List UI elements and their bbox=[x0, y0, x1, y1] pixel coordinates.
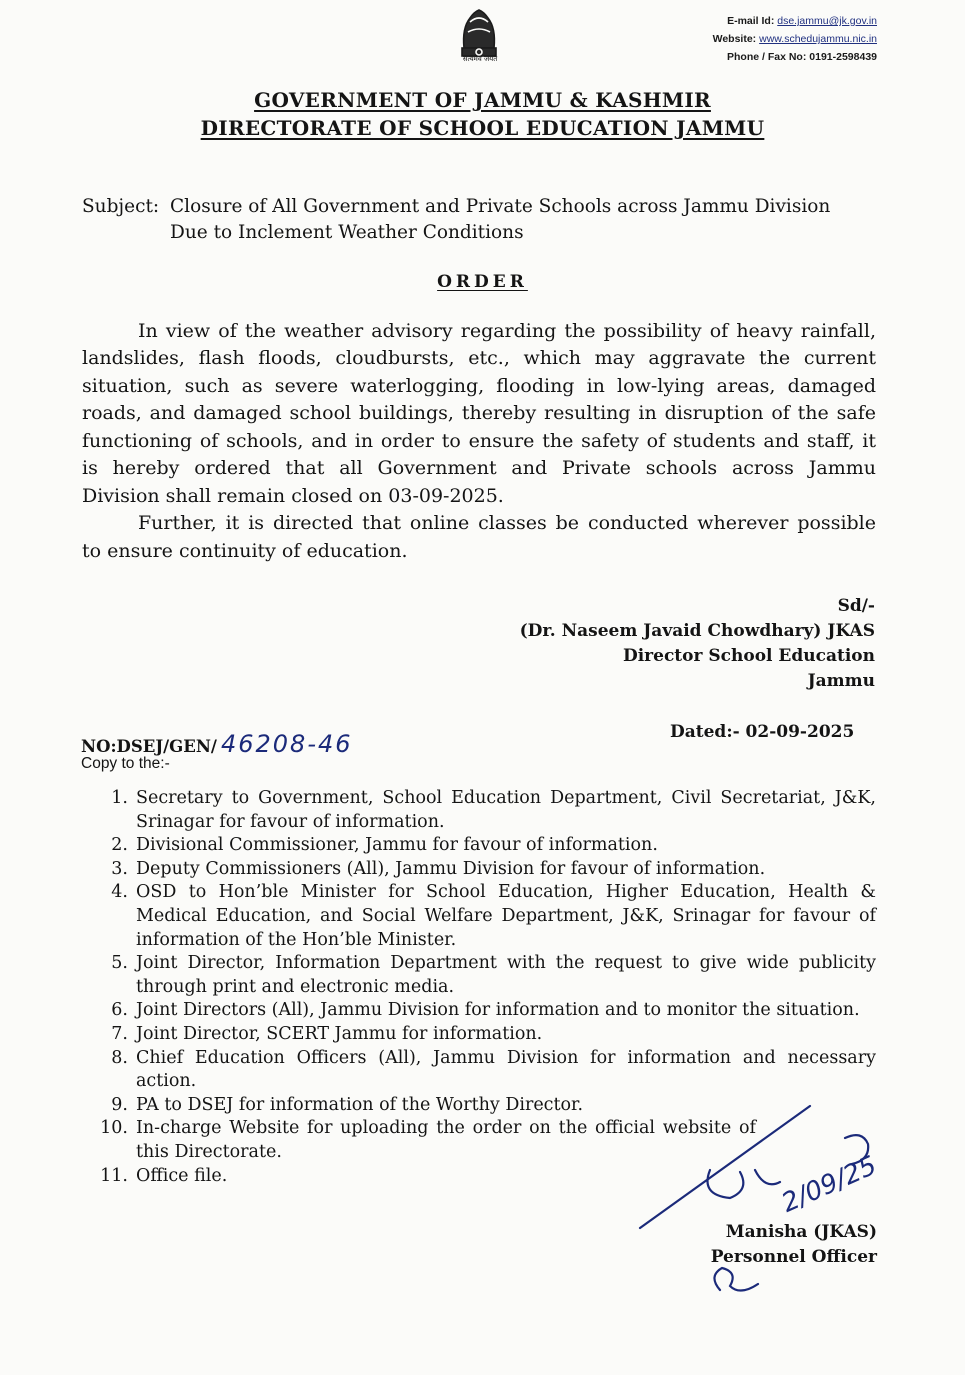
phone-value: 0191-2598439 bbox=[809, 51, 877, 63]
reference-label: NO:DSEJ/GEN/ bbox=[81, 737, 217, 756]
list-item: 5. Joint Director, Information Department with the request to give wide publicity through print and electronic media. bbox=[111, 953, 876, 997]
personnel-officer-block bbox=[711, 1220, 877, 1270]
personnel-name: Manisha (JKAS) bbox=[725, 1222, 877, 1242]
list-item: 6. Joint Directors (All), Jammu Division for information and to monitor the situation. bbox=[111, 1000, 860, 1021]
contact-block bbox=[713, 12, 877, 66]
list-item: 11. Office file. bbox=[100, 1165, 228, 1186]
list-item: 3. Deputy Commissioners (All), Jammu Division for favour of information. bbox=[111, 858, 766, 879]
directorate-title: DIRECTORATE OF SCHOOL EDUCATION JAMMU bbox=[200, 116, 765, 140]
handwritten-reference: 46208-46 bbox=[220, 730, 353, 758]
reference-number bbox=[81, 730, 353, 758]
emblem-motto: सत्यमेव जयते bbox=[462, 55, 498, 63]
list-item: 9. PA to DSEJ for information of the Worthy Director. bbox=[111, 1094, 584, 1115]
subject-line-2: Due to Inclement Weather Conditions bbox=[170, 222, 524, 243]
list-item: 2. Divisional Commissioner, Jammu for favour of information. bbox=[111, 835, 658, 856]
list-item: 4. OSD to Hon’ble Minister for School Education, Higher Education, Health & Medical Education, and Social Welfare Department, J&K, Srinagar for favour of information of the Hon’ble Minister. bbox=[111, 882, 876, 950]
list-item: 8. Chief Education Officers (All), Jammu Division for information and necessary action. bbox=[111, 1047, 876, 1092]
director-place: Jammu bbox=[807, 671, 875, 691]
list-item: 1. Secretary to Government, School Education Department, Civil Secretariat, J&K, Srinagar for favour of information. bbox=[111, 788, 876, 832]
order-para1-line: roads, and damaged school buildings, thereby resulting in disruption of the safe bbox=[82, 402, 876, 424]
subject-line-1: Closure of All Government and Private Schools across Jammu Division bbox=[170, 196, 831, 217]
subject-label: Subject: bbox=[82, 196, 160, 217]
order-title: ORDER bbox=[437, 272, 528, 292]
order-para1-line: In view of the weather advisory regarding the possibility of heavy rainfall, bbox=[138, 320, 876, 342]
handwritten-date: 2/09/25 bbox=[777, 1150, 882, 1219]
director-designation: Director School Education bbox=[622, 646, 875, 666]
order-para2-line: Further, it is directed that online classes be conducted wherever possible bbox=[138, 512, 876, 534]
sd-mark: Sd/- bbox=[837, 596, 875, 616]
website-link[interactable]: www.schedujammu.nic.in bbox=[759, 33, 877, 45]
list-item: 10. In-charge Website for uploading the order on the official website of this Directorate. bbox=[100, 1118, 756, 1162]
subject-block bbox=[82, 194, 882, 246]
order-para1-line: landslides, flash floods, cloudbursts, etc., which may aggravate the current bbox=[82, 347, 876, 369]
government-title: GOVERNMENT OF JAMMU & KASHMIR bbox=[254, 88, 711, 112]
handwritten-signature bbox=[630, 1100, 920, 1310]
order-para1-line: situation, such as severe waterlogging, flooding in low-lying areas, damaged bbox=[82, 375, 876, 397]
copy-to-label: Copy to the:- bbox=[81, 755, 170, 772]
order-para1-line: is hereby ordered that all Government and Private schools across Jammu bbox=[82, 457, 876, 479]
order-date: Dated:- 02-09-2025 bbox=[670, 722, 855, 742]
website-label: Website: bbox=[712, 33, 757, 45]
order-para2-line: to ensure continuity of education. bbox=[82, 540, 408, 562]
email-label: E-mail Id: bbox=[727, 15, 775, 27]
director-signature-block bbox=[520, 594, 875, 694]
phone-label: Phone / Fax No: bbox=[727, 51, 807, 63]
order-para1-line: Division shall remain closed on 03-09-2025. bbox=[82, 485, 504, 507]
email-link[interactable]: dse.jammu@jk.gov.in bbox=[777, 15, 877, 27]
list-item: 7. Joint Director, SCERT Jammu for information. bbox=[111, 1023, 543, 1044]
personnel-designation: Personnel Officer bbox=[710, 1247, 877, 1267]
order-para1-line: functioning of schools, and in order to ensure the safety of students and staff, it bbox=[82, 430, 876, 452]
director-name: (Dr. Naseem Javaid Chowdhary) JKAS bbox=[519, 621, 875, 641]
